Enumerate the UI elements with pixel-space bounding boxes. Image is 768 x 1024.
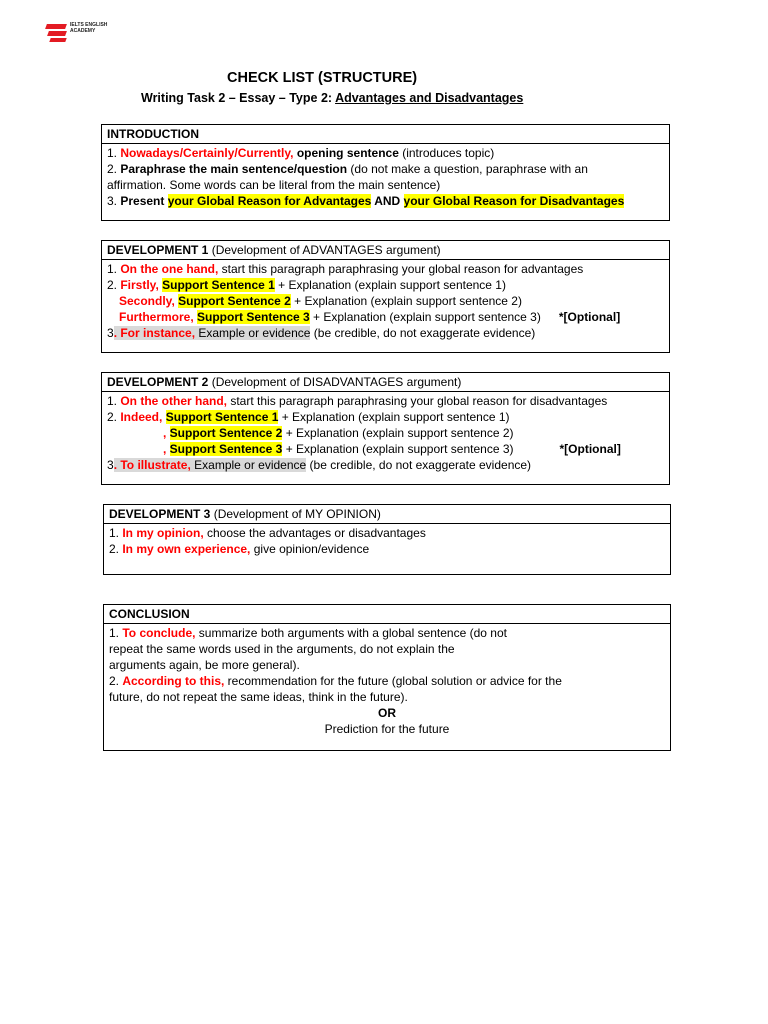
conclusion-body: 1. To conclude, summarize both arguments with a global sentence (do not repeat the same words used in the arguments, do not explain the arguments again, be more general). 2. According to this, recommendation for the future (global solution or advice for the future, do not repeat the same ideas, think in the future). OR Prediction for the future: [104, 624, 671, 751]
page-subtitle: Writing Task 2 – Essay – Type 2: Advantages and Disadvantages: [141, 91, 524, 105]
development-1-header: DEVELOPMENT 1 (Development of ADVANTAGES argument): [102, 241, 670, 260]
conclusion-table: [103, 604, 671, 751]
development-2-table: [101, 372, 670, 485]
or-separator: OR: [378, 706, 396, 720]
development-1-body: 1. On the one hand, start this paragraph paraphrasing your global reason for advantages 2. Firstly, Support Sentence 1 + Explanation (explain support sentence 1) Secondly, Support Sentence 2 + Explanation (explain support sentence 2) Furthermore, Support Sentence 3 + Explanation (explain support sentence 3) *[Optional] 3. For instance, Example or evidence (be credible, do not exaggerate evidence): [102, 260, 670, 353]
development-3-table: [103, 504, 671, 575]
academy-logo: [46, 22, 110, 44]
conclusion-header: CONCLUSION: [104, 605, 671, 624]
prediction-text: Prediction for the future: [324, 722, 450, 736]
development-2-body: 1. On the other hand, start this paragraph paraphrasing your global reason for disadvantages 2. Indeed, Support Sentence 1 + Explanation (explain support sentence 1) , Support Sentence 2 + Explanation (explain support sentence 2) , Support Sentence 3 + Explanation (explain support sentence 3) *[Optional] 3. To illustrate, Example or evidence (be credible, do not exaggerate evidence): [102, 392, 670, 485]
page-title: CHECK LIST (STRUCTURE): [227, 70, 418, 86]
introduction-header: INTRODUCTION: [102, 125, 670, 144]
development-3-body: 1. In my opinion, choose the advantages or disadvantages 2. In my own experience, give opinion/evidence: [104, 524, 671, 575]
introduction-table: [101, 124, 670, 221]
development-3-header: DEVELOPMENT 3 (Development of MY OPINION): [104, 505, 671, 524]
introduction-body: 1. Nowadays/Certainly/Currently, opening sentence (introduces topic) 2. Paraphrase the main sentence/question (do not make a question, paraphrase with an affirmation. Some words can be literal from the main sentence) 3. Present your Global Reason for Advantages AND your Global Reason for Disadvantages: [102, 144, 670, 221]
development-1-table: [101, 240, 670, 353]
logo-text: IELTS ENGLISH ACADEMY: [70, 22, 108, 34]
development-2-header: DEVELOPMENT 2 (Development of DISADVANTAGES argument): [102, 373, 670, 392]
